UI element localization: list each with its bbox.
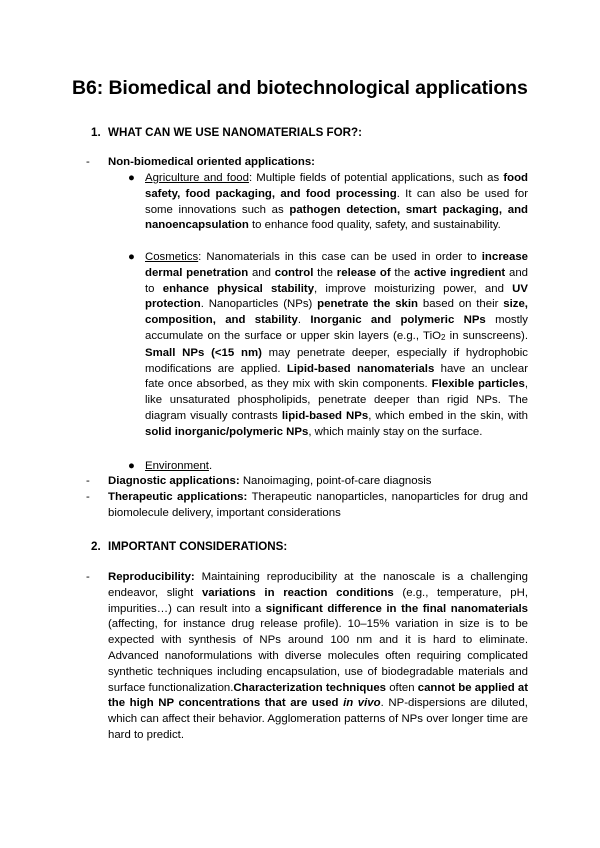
text: . It can also be used for some innovations such as [145, 187, 529, 216]
list-item-diagnostic [88, 474, 528, 490]
cosmetics-label: Cosmetics [145, 251, 199, 263]
bold-text: release of [336, 266, 391, 279]
item-text: Therapeutic nanoparticles, nanoparticles for drug and biomolecule delivery, important considerations [108, 491, 528, 519]
bold-italic-text: in vivo [343, 697, 381, 710]
bold-text: food safety, food packaging, and food processing [145, 172, 528, 200]
page-title: B6: Biomedical and biotechnological applications [72, 77, 528, 99]
bold-text: increase dermal penetration [145, 251, 528, 279]
text: have an unclear fate once absorbed, as they mix with skin components. [145, 362, 528, 391]
bold-text: solid inorganic/polymeric NPs [145, 425, 309, 438]
item-text: Nanoimaging, point-of-care diagnosis [239, 475, 432, 487]
bullet-icon: ● [128, 460, 135, 472]
bold-text: Characterization techniques [233, 681, 387, 694]
text: often [386, 681, 418, 694]
text: (e.g., temperature, pH, impurities…) can result into a [108, 586, 528, 615]
text: : Multiple fields of potential applications, such as [248, 172, 504, 184]
bold-text: Inorganic and polymeric NPs [310, 314, 486, 327]
dash-marker: - [86, 491, 90, 503]
bold-text: size, composition, and stability [145, 298, 528, 327]
bold-text: variations in reaction conditions [201, 586, 394, 599]
bold-text: pathogen detection, smart packaging, and nanoencapsulation [145, 203, 528, 232]
text: may penetrate deeper, especially if hydrophobic modifications are applied. [145, 346, 528, 375]
text: , like unsaturated phospholipids, penetrate deeper than rigid NPs. The diagram visually contrasts [145, 378, 528, 422]
text: . [208, 460, 213, 472]
bold-text: UV protection [145, 282, 528, 311]
text: , improve moisturizing power, and [314, 282, 513, 295]
text: and [248, 266, 275, 279]
item-label: Therapeutic applications: [108, 491, 248, 503]
item-label: Reproducibility: [108, 571, 195, 583]
text: based on their [418, 298, 504, 311]
dash-marker: - [86, 156, 90, 168]
item-label: Non-biomedical oriented applications: [108, 156, 315, 168]
subscript: 2 [440, 332, 446, 342]
text: Maintaining reproducibility at the nanoscale is a challenging endeavor, slight [108, 571, 528, 599]
agriculture-label: Agriculture and food [145, 172, 249, 184]
list-item-therapeutic [88, 490, 528, 522]
bold-text: Small NPs (<15 nm) [145, 346, 262, 359]
text: : Nanomaterials in this case can be used in order to [198, 251, 482, 263]
bold-text: lipid-based NPs [281, 409, 369, 422]
environment-label: Environment [145, 460, 209, 472]
text: , which embed in the skin, with [368, 409, 529, 422]
bullet-icon: ● [128, 172, 135, 184]
bold-text: cannot be applied at the high NP concentrations that are used [108, 681, 529, 710]
bullet-icon: ● [128, 251, 135, 263]
text: mostly accumulate on the surface or upper skin layers (e.g., TiO [145, 314, 528, 342]
section-title: WHAT CAN WE USE NANOMATERIALS FOR?: [108, 126, 362, 139]
bold-text: Flexible particles [431, 378, 525, 391]
bold-text: enhance physical stability [162, 282, 315, 295]
text: in sunscreens). [445, 329, 528, 342]
bold-text: significant difference in the final nanomaterials [265, 602, 528, 615]
text: , which mainly stay on the surface. [308, 425, 483, 438]
section-number: 1. [91, 126, 101, 139]
text: and to [145, 266, 528, 295]
text: . NP-dispersions are diluted, which can affect their behavior. Agglomeration patterns of NPs over longer time are hard to predict. [108, 697, 528, 741]
bold-text: Lipid-based nanomaterials [286, 362, 435, 375]
bold-text: penetrate the skin [317, 298, 419, 311]
list-item-reproducibility [88, 570, 528, 744]
text: . Nanoparticles (NPs) [200, 298, 318, 311]
bold-text: control [274, 266, 314, 279]
section-heading-2 [91, 539, 287, 555]
dash-marker: - [86, 475, 90, 487]
list-item-non-biomedical [88, 155, 528, 171]
text: to enhance food quality, safety, and sustainability. [248, 219, 501, 232]
section-title: IMPORTANT CONSIDERATIONS: [108, 540, 288, 553]
text: . [297, 314, 311, 327]
text: the [390, 266, 415, 279]
text: the [313, 266, 337, 279]
bold-text: active ingredient [414, 266, 506, 279]
text: (affecting, for instance drug release profile). 10–15% variation in size is to be expected with synthesis of NPs around 100 nm and it is hard to eliminate. Advanced nanoformulations with diverse molecules often requiring complicated synthetic techniques including encapsulation, use of biodegradable materials and surface functionalization. [108, 618, 528, 694]
bullet-agriculture [128, 171, 529, 234]
item-label: Diagnostic applications: [108, 475, 240, 487]
section-number: 2. [91, 540, 101, 553]
dash-marker: - [86, 571, 90, 583]
bullet-cosmetics [128, 250, 529, 441]
bullet-environment [128, 459, 528, 475]
section-heading-1 [91, 125, 362, 141]
